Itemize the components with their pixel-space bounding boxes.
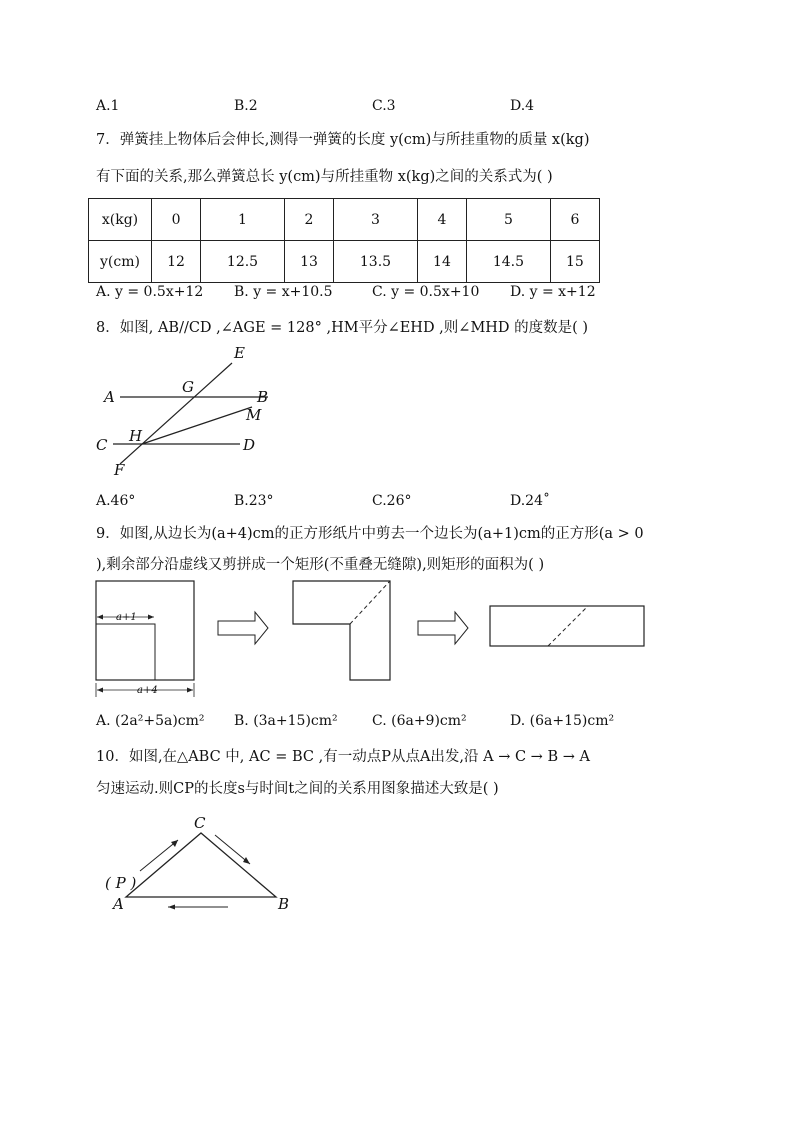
q7-option-a: A. y = 0.5x+12 — [96, 284, 204, 300]
label-d: D — [243, 436, 256, 454]
q6-option-d: D.4 — [510, 98, 535, 114]
table-header-x: x(kg) — [89, 199, 152, 241]
q8-text: 8．如图, AB//CD ,∠AGE = 128° ,HM平分∠EHD ,则∠MHD 的度数是( ) — [96, 320, 589, 336]
table-cell: 15 — [550, 241, 599, 283]
q7-option-c: C. y = 0.5x+10 — [372, 284, 480, 300]
q6-option-b: B.2 — [234, 98, 258, 114]
table-cell: 12.5 — [201, 241, 285, 283]
label-g: G — [182, 378, 194, 396]
label-b: B — [278, 895, 290, 913]
label-m: M — [246, 406, 262, 424]
table-cell: 14 — [417, 241, 466, 283]
q9-text-line2: ),剩余部分沿虚线又剪拼成一个矩形(不重叠无缝隙),则矩形的面积为( ) — [96, 557, 545, 573]
label-c: C — [96, 436, 108, 454]
q9-text-line1: 9．如图,从边长为(a+4)cm的正方形纸片中剪去一个边长为(a+1)cm的正方形(a > 0 — [96, 526, 644, 542]
q8-option-d: D.24˚ — [510, 493, 550, 509]
label-a-plus-4: a+4 — [137, 685, 158, 696]
table-cell: 1 — [201, 199, 285, 241]
label-a: A — [104, 388, 115, 406]
table-cell: 6 — [550, 199, 599, 241]
table-cell: 2 — [284, 199, 333, 241]
label-a: A — [113, 895, 124, 913]
table-header-y: y(cm) — [89, 241, 152, 283]
table-cell: 14.5 — [466, 241, 550, 283]
arrowhead-c-to-b — [243, 857, 250, 864]
label-f: F — [114, 461, 125, 479]
triangle-abc — [126, 833, 276, 897]
table-cell: 3 — [334, 199, 418, 241]
label-a-plus-1: a+1 — [116, 612, 137, 623]
q8-option-a: A.46° — [96, 493, 136, 509]
label-e: E — [234, 344, 245, 362]
q7-text-line2: 有下面的关系,那么弹簧总长 y(cm)与所挂重物 x(kg)之间的关系式为( ) — [96, 169, 553, 185]
arrowhead-a-to-c — [171, 840, 178, 847]
table-cell: 13 — [284, 241, 333, 283]
q7-option-b: B. y = x+10.5 — [234, 284, 333, 300]
q7-text-line1: 7．弹簧挂上物体后会伸长,测得一弹簧的长度 y(cm)与所挂重物的质量 x(kg) — [96, 132, 590, 148]
q9-option-b: B. (3a+15)cm² — [234, 713, 338, 729]
q8-option-b: B.23° — [234, 493, 274, 509]
label-c: C — [194, 814, 206, 832]
label-p: ( P ) — [105, 874, 137, 892]
arrow-a-to-c — [140, 840, 178, 871]
arrowhead-b-to-a — [168, 905, 175, 910]
table-cell: 12 — [152, 241, 201, 283]
q9-option-d: D. (6a+15)cm² — [510, 713, 615, 729]
label-b: B — [257, 388, 269, 406]
q9-option-a: A. (2a²+5a)cm² — [96, 713, 205, 729]
q6-option-a: A.1 — [96, 98, 120, 114]
table-cell: 13.5 — [334, 241, 418, 283]
q7-option-d: D. y = x+12 — [510, 284, 596, 300]
q9-option-c: C. (6a+9)cm² — [372, 713, 467, 729]
table-cell: 0 — [152, 199, 201, 241]
table-cell: 5 — [466, 199, 550, 241]
label-h: H — [129, 427, 143, 445]
q8-option-c: C.26° — [372, 493, 412, 509]
q6-option-c: C.3 — [372, 98, 396, 114]
table-cell: 4 — [417, 199, 466, 241]
q10-text-line1: 10．如图,在△ABC 中, AC = BC ,有一动点P从点A出发,沿 A → C → B → A — [96, 749, 590, 765]
q10-text-line2: 匀速运动.则CP的长度s与时间t之间的关系用图象描述大致是( ) — [96, 781, 499, 797]
